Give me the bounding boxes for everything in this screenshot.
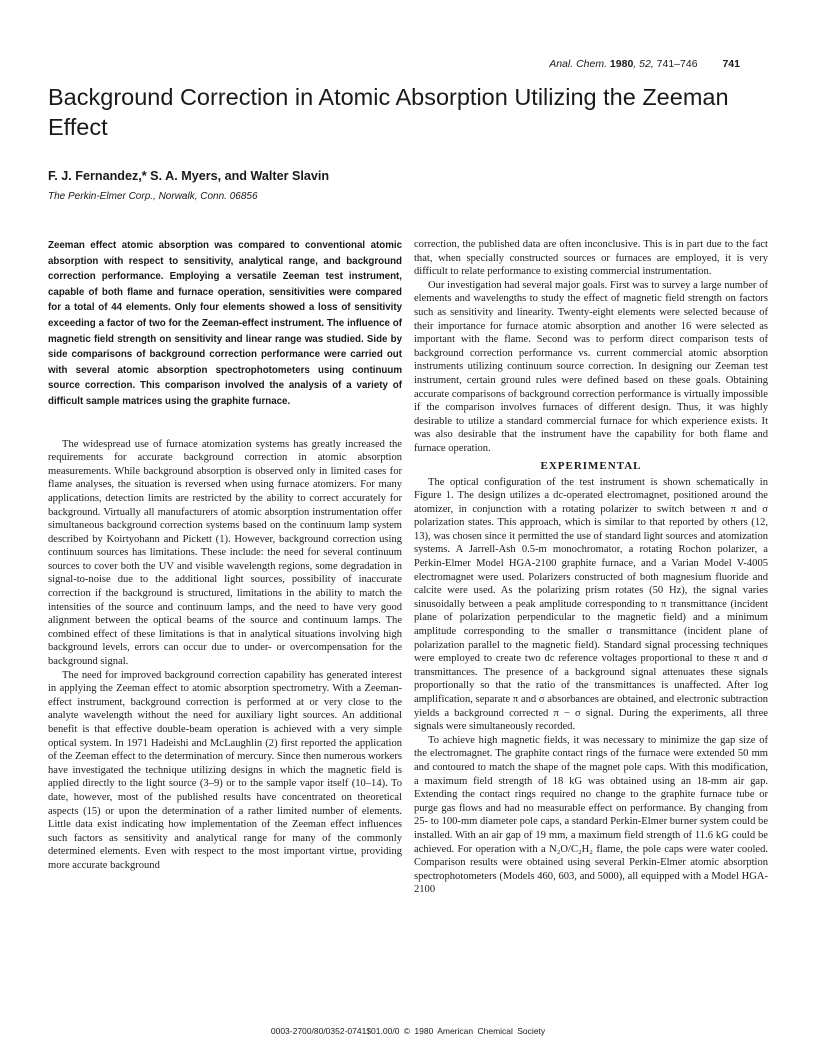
running-head xyxy=(300,58,740,70)
right-column xyxy=(414,238,768,897)
paragraph: correction, the published data are often inconclusive. This is in part due to the fact that, when specially constructed sources or furnaces are employed, it is very difficult to relate performance to existing commercial instrumentation. xyxy=(414,239,768,278)
page-number: 741 xyxy=(722,58,740,70)
left-column xyxy=(48,238,402,873)
abstract: Zeeman effect atomic absorption was compared to conventional atomic absorption with respect to sensitivity, analytical range, and background correction performance. Employing a versatile Zeeman test instrument, capable of both flame and furnace operation, sensitivities were compared for a total of 44 elements. Only four elements showed a loss of sensitivity exceeding a factor of two for the Zeeman-effect instrument. The influence of magnetic field strength on sensitivity and linear range was studied. Side by side comparisons of background correction performance were carried out with several atomic absorption spectrophotometers using continuum source correction. This comparison involved the analysis of a variety of difficult sample matrices using the graphite furnace. xyxy=(48,240,402,407)
journal-citation: Anal. Chem. 1980, 52, 741–746 xyxy=(549,58,698,70)
copyright-footer: 0003-2700/80/0352-0741$01.00/0 © 1980 American Chemical Society xyxy=(270,1026,546,1036)
author-list: F. J. Fernandez,* S. A. Myers, and Walter Slavin xyxy=(48,169,330,183)
paragraph: The need for improved background correction capability has generated interest in applying the Zeeman effect to atomic absorption spectrometry. With a Zeeman-effect instrument, background correction is performed at or very close to the analyte wavelength without the need for auxiliary light sources. An additional benefit is that effective double-beam operation is achieved with a very simple optical system. In 1971 Hadeishi and McLaughlin (2) first reported the application of the Zeeman effect to the determination of mercury. Since then numerous workers have investigated the technique utilizing designs in which the magnetic field is applied directly to the light source (3–9) or to the sample vapor itself (10–14). To date, however, most of the published results have concentrated on theoretical aspects (15) or upon the determination of a rather limited number of elements. Little data exist indicating how implementation of the Zeeman effect influences such factors as sensitivity and analytical range for many of the commonly determined elements. Even with respect to the most important virtue, providing more accurate background xyxy=(48,669,402,871)
paragraph: Our investigation had several major goals. First was to survey a large number of elements and wavelengths to study the effect of magnetic field strength on factors such as sensitivity and linearity. Twenty-eight elements were selected because of their importance for furnace atomic absorption and another 16 were selected as important with the flame. Second was to perform direct comparison tests of background correction performance vs. current commercial atomic absorption instruments utilizing continuum source correction. In designing our Zeeman test instrument, certain ground rules were defined based on these goals. Obtaining accurate comparisons of background correction performance is virtually impossible if the comparison involves furnaces of different design. Thus, it was highly desirable to utilize a standard commercial furnace for which experience exists. It was also desirable that the instrument have the capability for both flame and furnace operation. xyxy=(414,279,768,454)
paragraph: The optical configuration of the test instrument is shown schematically in Figure 1. The design utilizes a dc-operated electromagnet, positioned around the atomizer, in conjunction with a rotating polarizer to switch between π and σ polarization states. This approach, which is similar to that reported by others (12, 13), was chosen since it permitted the use of standard light sources and atomization systems. A Jarrell-Ash 0.5-m monochromator, a rotating Rochon polarizer, a Perkin-Elmer Model HGA-2100 graphite furnace, and a Varian Model V-4005 electromagnet were used. Polarizers constructed of both magnesium fluoride and calcite were used. As the polarizing prism rotates (50 Hz), the signal varies sinusoidally between a peak amplitude corresponding to π transmittance (incident plane of polarization perpendicular to the magnetic field) and a minimum amplitude corresponding to the smaller σ transmittance (incident plane of polarization parallel to the magnetic field). Standard signal processing techniques were employed to create two dc reference voltages proportional to these π and σ transmittances. The presence of a background signal attenuates these signals proportionally so that the ratio of the transmittances is unaffected. After log amplification, separate π and σ absorbances are obtained, and electronic subtraction yields a background corrected π − σ signal. During the experiments, all three signals were simultaneously recorded. xyxy=(414,476,768,733)
paragraph: The widespread use of furnace atomization systems has greatly increased the requirements for accurate background correction in atomic absorption measurements. While background absorption is observed only in limited cases for flame analyses, the situation is reversed when using furnace atomizers. For many applications, detection limits are restricted by the ability to correct accurately for background. Virtually all manufacturers of atomic absorption instrumentation offer simultaneous background correction systems based on the continuum lamp system described by Koirtyohann and Pickett (1). However, background correction using continuum sources has limitations. These include: the need for several continuum sources to cover both the UV and visible wavelength regions, some degradation in signal-to-noise due to the additional light sources, possibility of inaccurate correction if the background is structured, limitations in the ability to match the intensities of the source and continuum lamps, and the need to have very good alignment between the optical beams of the source and continuum lamps. The combined effect of these limitations is that in analytical situations involving high background levels, errors can occur due to under- or overcompensation for the background signal. xyxy=(48,438,402,668)
paragraph: To achieve high magnetic fields, it was necessary to minimize the gap size of the electromagnet. The graphite contact rings of the furnace were extended 50 mm and contoured to match the shape of the magnet pole caps. With this modification, a maximum field strength of 18 kG was obtained using an 18-mm air gap. Extending the contact rings required no change to the graphite furnace tube or purge gas flows and had no measurable effect on performance. By changing from 25- to 100-mm diameter pole caps, a standard Perkin-Elmer burner system could be installed. With an air gap of 19 mm, a maximum field strength of 11.6 kG could be achieved. For operation with a N₂O/C₂H₂ flame, the pole caps were water cooled. Comparison results were obtained using several Perkin-Elmer atomic absorption spectrophotometers (Models 460, 603, and 5000), all equipped with a Model HGA-2100 xyxy=(414,734,768,896)
article-title: Background Correction in Atomic Absorption Utilizing the Zeeman Effect xyxy=(48,84,729,140)
introduction xyxy=(48,438,402,873)
section-heading: EXPERIMENTAL xyxy=(540,459,642,472)
affiliation: The Perkin-Elmer Corp., Norwalk, Conn. 06856 xyxy=(48,191,258,202)
